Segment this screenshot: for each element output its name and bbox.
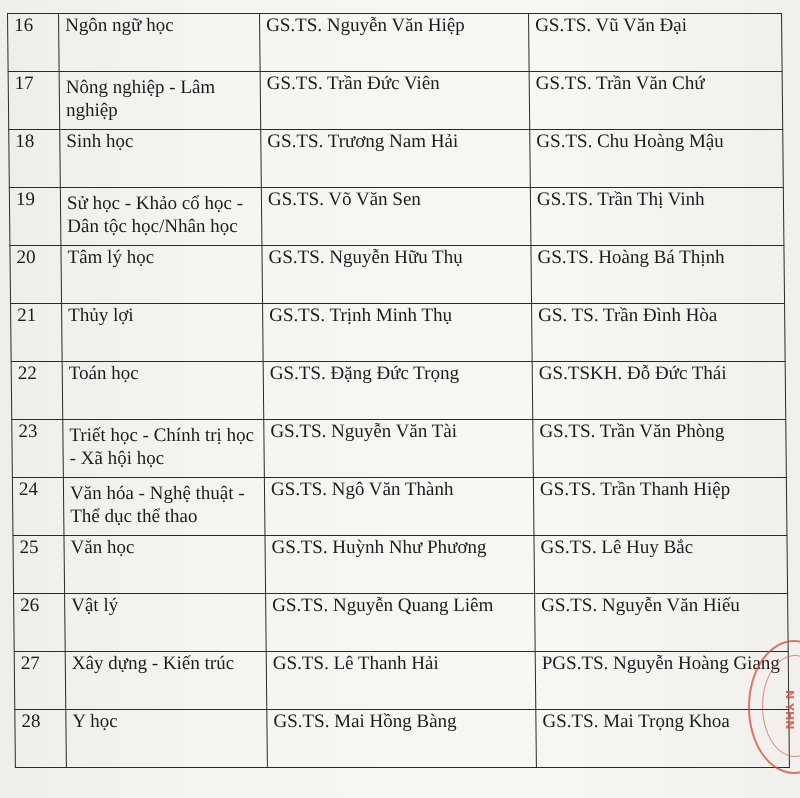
chair-name: GS.TS. Nguyễn Văn Tài [264, 420, 534, 478]
row-number: 23 [12, 420, 64, 478]
table-row [9, 130, 784, 188]
secretary-name: PGS.TS. Nguyễn Hoàng Giang [535, 652, 789, 710]
row-number: 27 [14, 652, 66, 710]
field-name: Y học [66, 710, 268, 768]
chair-name: GS.TS. Trương Nam Hải [261, 130, 531, 188]
secretary-name: GS.TS. Trần Thanh Hiệp [533, 478, 787, 536]
secretary-name: GS.TS. Trần Văn Phòng [533, 420, 787, 478]
field-name: Văn hóa - Nghệ thuật - Thể dục thể thao [63, 478, 265, 536]
field-name: Toán học [62, 362, 264, 420]
table-row [8, 72, 783, 130]
table-row [12, 420, 787, 478]
chair-name: GS.TS. Võ Văn Sen [261, 188, 531, 246]
secretary-name: GS.TS. Trần Thị Vinh [530, 188, 784, 246]
table-row [9, 188, 784, 246]
council-table [7, 13, 790, 768]
row-number: 18 [9, 130, 61, 188]
row-number: 20 [10, 246, 62, 304]
secretary-name: GS.TS. Nguyễn Văn Hiếu [535, 594, 789, 652]
row-number: 25 [13, 536, 65, 594]
secretary-name: GS.TSKH. Đỗ Đức Thái [532, 362, 786, 420]
field-name: Triết học - Chính trị học - Xã hội học [63, 420, 265, 478]
field-name: Văn học [64, 536, 266, 594]
chair-name: GS.TS. Nguyễn Hữu Thụ [262, 246, 532, 304]
table-row [14, 652, 789, 710]
table-row [11, 362, 786, 420]
field-name: Sinh học [60, 130, 262, 188]
secretary-name: GS.TS. Mai Trọng Khoa [536, 710, 790, 768]
row-number: 24 [12, 478, 64, 536]
field-name: Sử học - Khảo cổ học - Dân tộc học/Nhân học [60, 188, 262, 246]
row-number: 28 [15, 710, 67, 768]
row-number: 26 [14, 594, 66, 652]
row-number: 19 [9, 188, 61, 246]
chair-name: GS.TS. Mai Hồng Bàng [267, 710, 537, 768]
field-name: Nông nghiệp - Lâm nghiệp [59, 72, 261, 130]
field-name: Vật lý [65, 594, 267, 652]
table-row [11, 304, 786, 362]
secretary-name: GS.TS. Hoàng Bá Thịnh [531, 246, 785, 304]
chair-name: GS.TS. Trịnh Minh Thụ [263, 304, 533, 362]
table-row [12, 478, 787, 536]
chair-name: GS.TS. Đặng Đức Trọng [263, 362, 533, 420]
secretary-name: GS.TS. Vũ Văn Đại [529, 14, 783, 72]
row-number: 16 [8, 14, 60, 72]
chair-name: GS.TS. Ngô Văn Thành [264, 478, 534, 536]
row-number: 17 [8, 72, 60, 130]
secretary-name: GS. TS. Trần Đình Hòa [532, 304, 786, 362]
row-number: 21 [11, 304, 63, 362]
field-name: Tâm lý học [61, 246, 263, 304]
table-row [8, 14, 783, 72]
table-row [15, 710, 790, 768]
field-name: Thủy lợi [62, 304, 264, 362]
field-name: Ngôn ngữ học [59, 14, 261, 72]
chair-name: GS.TS. Nguyễn Văn Hiệp [260, 14, 530, 72]
table-row [14, 594, 789, 652]
chair-name: GS.TS. Trần Đức Viên [260, 72, 530, 130]
chair-name: GS.TS. Nguyễn Quang Liêm [266, 594, 536, 652]
row-number: 22 [11, 362, 63, 420]
secretary-name: GS.TS. Chu Hoàng Mậu [530, 130, 784, 188]
official-seal-text: N YHN [783, 690, 796, 730]
table-row [13, 536, 788, 594]
chair-name: GS.TS. Huỳnh Như Phương [265, 536, 535, 594]
chair-name: GS.TS. Lê Thanh Hải [266, 652, 536, 710]
table-body [8, 14, 790, 768]
secretary-name: GS.TS. Lê Huy Bắc [534, 536, 788, 594]
table-row [10, 246, 785, 304]
secretary-name: GS.TS. Trần Văn Chứ [529, 72, 783, 130]
field-name: Xây dựng - Kiến trúc [65, 652, 267, 710]
